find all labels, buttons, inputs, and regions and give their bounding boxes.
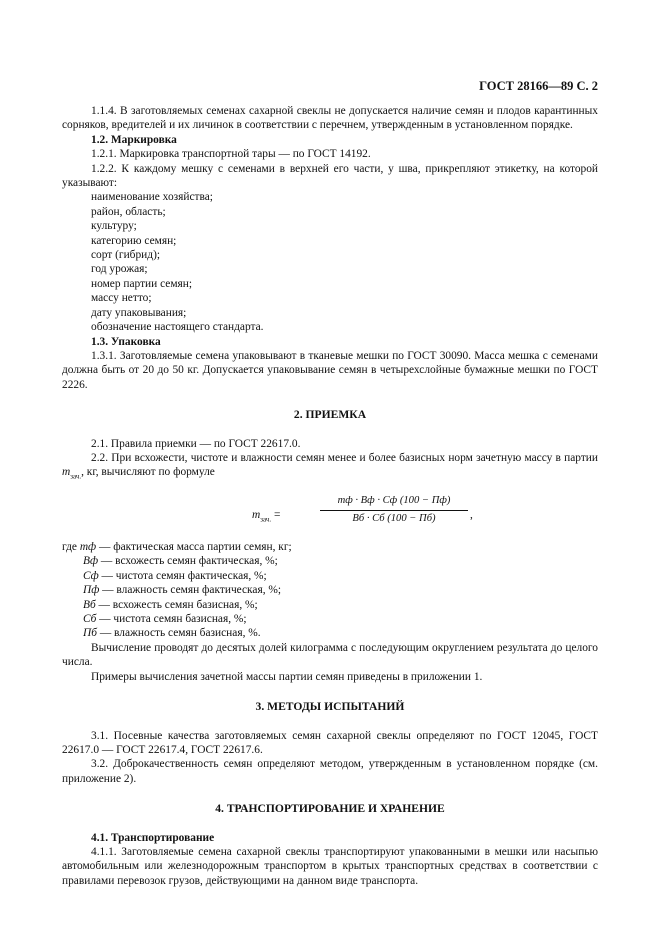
paragraph-2-1: 2.1. Правила приемки — по ГОСТ 22617.0. xyxy=(91,437,301,450)
legend-row: Bб — всхожесть семян базисная, %; xyxy=(83,598,258,611)
label-items-list xyxy=(62,190,598,334)
paragraph-2-2: 2.2. При всхожести, чистоте и влажности семян менее и более базисных норм зачетную массу в партии $m_{зач.}$, кг, вычисляют по формуле xyxy=(62,451,598,481)
list-item: год урожая; xyxy=(91,263,148,276)
symbol-m: m xyxy=(62,466,71,479)
legend-row: Cф — чистота семян фактическая, %; xyxy=(83,569,267,582)
paragraph-examples: Примеры вычисления зачетной массы партии семян приведены в приложении 1. xyxy=(91,670,483,683)
list-item: район, область; xyxy=(91,205,166,218)
section-4-heading: 4. ТРАНСПОРТИРОВАНИЕ И ХРАНЕНИЕ xyxy=(215,802,445,816)
section-4-1-title: 4.1. Транспортирование xyxy=(91,831,215,844)
legend-row: Пф — влажность семян фактическая, %; xyxy=(83,584,282,597)
section-3-heading: 3. МЕТОДЫ ИСПЫТАНИЙ xyxy=(255,700,405,714)
legend-row: Cб — чистота семян базисная, %; xyxy=(83,613,247,626)
legend-row: Пб — влажность семян базисная, %. xyxy=(83,627,261,640)
formula-lhs: $m_{зач.}$ = xyxy=(252,509,281,524)
formula-comma: , xyxy=(470,509,473,522)
list-item: массу нетто; xyxy=(91,292,152,305)
formula-numerator: mф · Bф · Cф (100 − Пф) xyxy=(337,495,451,507)
legend-row: Bф — всхожесть семян фактическая, %; xyxy=(83,555,278,568)
list-item: наименование хозяйства; xyxy=(91,191,213,204)
page-header: ГОСТ 28166—89 С. 2 xyxy=(479,79,598,93)
list-item: обозначение настоящего стандарта. xyxy=(91,321,264,334)
paragraph-1-1-4: 1.1.4. В заготовляемых семенах сахарной свеклы не допускается наличие семян и плодов карантинных сорняков, вредителей и их личинок в соответствии с перечнем, утвержденным в установленном порядке. xyxy=(62,105,598,132)
section-1-3-title: 1.3. Упаковка xyxy=(91,335,161,348)
section-2-heading: 2. ПРИЕМКА xyxy=(293,408,367,422)
list-item: сорт (гибрид); xyxy=(91,249,161,262)
paragraph-4-1-1: 4.1.1. Заготовляемые семена сахарной свеклы транспортируют упакованными в мешки или насыпью автомобильным или железнодорожным транспортом в крытых транспортных средствах в соответствии с правилами перевозок грузов, действующими на данном виде транспорта. xyxy=(62,845,598,887)
variable-legend xyxy=(62,540,598,641)
list-item: номер партии семян; xyxy=(91,277,193,290)
section-1-2-title: 1.2. Маркировка xyxy=(91,133,177,146)
list-item: культуру; xyxy=(91,220,137,233)
formula-fraction xyxy=(320,494,468,527)
paragraph-calculation: Вычисление проводят до десятых долей килограмма с последующим округлением результата до целого числа. xyxy=(62,641,598,669)
paragraph-3-2: 3.2. Доброкачественность семян определяют методом, утвержденным в установленном порядке (см. приложение 2). xyxy=(62,758,598,785)
paragraph-3-1: 3.1. Посевные качества заготовляемых семян сахарной свеклы определяют по ГОСТ 12045, ГОСТ 22617.0 — ГОСТ 22617.4, ГОСТ 22617.6. xyxy=(62,729,598,756)
legend-row: где mф — фактическая масса партии семян, кг; xyxy=(62,541,292,554)
formula-denominator: Bб · Cб (100 − Пб) xyxy=(352,513,436,525)
paragraph-1-2-2: 1.2.2. К каждому мешку с семенами в верхней его части, у шва, прикрепляют этикетку, на которой указывают: xyxy=(62,162,598,190)
paragraph-1-2-1: 1.2.1. Маркировка транспортной тары — по ГОСТ 14192. xyxy=(91,148,371,161)
document-body xyxy=(62,104,598,888)
paragraph-1-3-1: 1.3.1. Заготовляемые семена упаковывают в тканевые мешки по ГОСТ 30090. Масса мешка с семенами должна быть от 20 до 50 кг. Допускается упаковывание семян в четырехслойные бумажные мешки по ГОСТ 2226. xyxy=(62,349,598,391)
list-item: категорию семян; xyxy=(91,234,177,247)
list-item: дату упаковывания; xyxy=(91,306,187,319)
formula xyxy=(62,494,598,536)
